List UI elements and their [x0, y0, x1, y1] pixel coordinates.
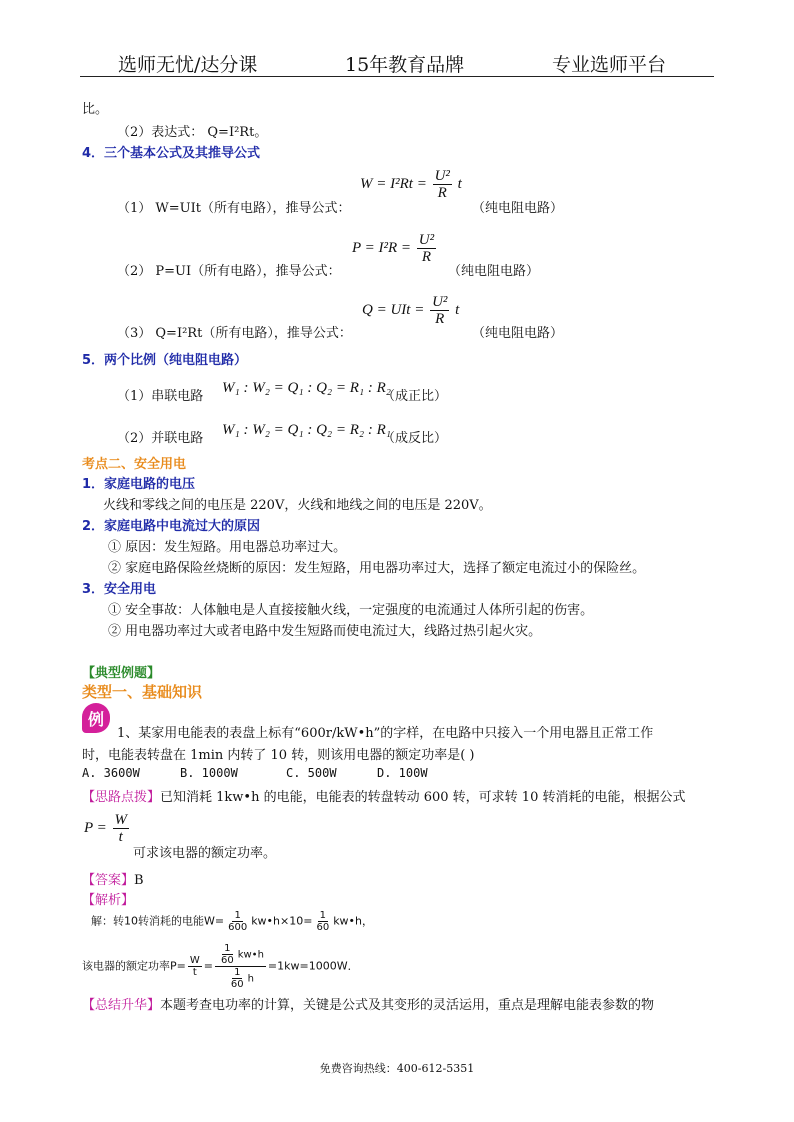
header-right: 专业选师平台 [552, 54, 667, 76]
fraction [314, 910, 331, 933]
ratio-note: （成正比） [382, 389, 448, 404]
solution-line-2 [82, 943, 359, 990]
fraction [229, 967, 246, 990]
numerator: U² [432, 294, 448, 310]
unit: h [247, 973, 254, 985]
denominator: 600 [228, 922, 248, 933]
text-line: 可求该电器的额定功率。 [133, 846, 277, 861]
hint-line [82, 786, 685, 805]
answer-text: B [134, 873, 144, 888]
text-line: 比。 [82, 102, 109, 117]
power-formula [84, 812, 131, 845]
formula-note: （纯电阻电路） [472, 201, 564, 216]
formula-text: Q = UIt = [362, 301, 425, 318]
fraction [433, 168, 452, 201]
numerator: 1 [234, 967, 241, 978]
section-heading: 1．家庭电路的电压 [82, 477, 196, 492]
ratio-note: （成反比） [382, 431, 448, 446]
text-line: ② 家庭电路保险丝烧断的原因：发生短路，用电器功率过大，选择了额定电流过小的保险丝。 [108, 561, 646, 576]
answer-label: 【答案】 [82, 873, 135, 888]
question-text: 时，电能表转盘在 1min 内转了 10 转，则该用电器的额定功率是( ) [82, 748, 475, 763]
numerator: W [189, 955, 200, 966]
solution-text: 解：转10转消耗的电能W= [91, 914, 225, 928]
text-line: ② 用电器功率过大或者电路中发生短路而使电流过大，线路过热引起火灾。 [108, 624, 542, 639]
denominator: 60 [220, 955, 234, 966]
fraction [226, 910, 249, 933]
numerator: 1 [234, 910, 241, 921]
denominator [225, 967, 256, 990]
fraction [188, 955, 202, 978]
answer-line [82, 869, 144, 888]
topic-heading: 考点二、安全用电 [82, 457, 187, 472]
summary-text: 本题考查电功率的计算，关键是公式及其变形的灵活运用，重点是理解电能表参数的物 [160, 998, 655, 1013]
formula-w [360, 168, 462, 201]
header-center: 15年教育品牌 [345, 54, 465, 76]
formula-label: （3） Q=I²Rt（所有电路），推导公式： [117, 326, 352, 341]
footer-hotline: 免费咨询热线：400-612-5351 [319, 1062, 475, 1075]
header-left: 选师无忧/达分课 [118, 54, 258, 76]
formula-label: （2） P=UI（所有电路），推导公式： [117, 264, 341, 279]
summary-line [82, 994, 654, 1013]
typical-examples-heading: 【典型例题】 [82, 666, 161, 681]
numerator [215, 943, 266, 967]
section-heading: 4．三个基本公式及其推导公式 [82, 146, 261, 161]
section-heading: 3．安全用电 [82, 582, 157, 597]
type-heading: 类型一、基础知识 [82, 683, 203, 701]
fraction [417, 232, 436, 265]
numerator: 1 [319, 910, 326, 921]
fraction [113, 812, 130, 845]
formula-label: （1） W=UIt（所有电路），推导公式： [117, 201, 351, 216]
option-d: D. 100W [377, 766, 428, 780]
solution-line-1 [91, 910, 373, 933]
denominator: t [118, 829, 123, 845]
text-line: 火线和零线之间的电压是 220V，火线和地线之间的电压是 220V。 [103, 498, 492, 513]
fraction [430, 294, 449, 327]
ratio-formula: W₁ : W₂ = Q₁ : Q₂ = R₂ : R₁ [222, 422, 391, 438]
text-line: ① 原因：发生短路。用电器总功率过大。 [108, 540, 347, 555]
solution-text: kw•h， [333, 914, 374, 928]
section-heading: 2．家庭电路中电流过大的原因 [82, 519, 261, 534]
question-text: 1、某家用电能表的表盘上标有“600r/kW•h”的字样，在电路中只接入一个用电器且正常工作 [117, 726, 654, 741]
numerator: W [114, 812, 128, 828]
formula-p [352, 232, 438, 265]
solution-text: kw•h×10= [251, 914, 313, 928]
formula-text: t [457, 175, 462, 192]
ratio-formula: W₁ : W₂ = Q₁ : Q₂ = R₁ : R₂ [222, 380, 391, 396]
analysis-label: 【解析】 [82, 893, 135, 908]
formula-text: P = I²R = [352, 239, 412, 256]
denominator: R [421, 249, 432, 265]
option-b: B. 1000W [180, 766, 238, 780]
solution-text: = [203, 959, 213, 973]
denominator: R [435, 311, 445, 327]
formula-note: （纯电阻电路） [448, 264, 540, 279]
compound-fraction [215, 943, 266, 990]
option-a: A. 3600W [82, 766, 140, 780]
unit: kw•h [237, 949, 264, 961]
solution-text: =1kw=1000W． [267, 959, 359, 973]
ratio-label: （1）串联电路 [117, 389, 204, 404]
formula-text: P = [84, 819, 107, 836]
hint-label: 【思路点拨】 [82, 790, 161, 805]
numerator: U² [434, 168, 450, 184]
ratio-label: （2）并联电路 [117, 431, 204, 446]
section-heading: 5．两个比例（纯电阻电路） [82, 353, 248, 368]
hint-text: 已知消耗 1kw•h 的电能，电能表的转盘转动 600 转，可求转 10 转消耗的电能，根据公式 [160, 790, 686, 805]
fraction [219, 943, 236, 966]
formula-note: （纯电阻电路） [472, 326, 564, 341]
formula-text: W = I²Rt = [360, 175, 427, 192]
summary-label: 【总结升华】 [82, 998, 161, 1013]
text-line: （2）表达式： Q=I²Rt。 [117, 125, 268, 140]
numerator: U² [418, 232, 435, 248]
denominator: R [437, 185, 447, 201]
formula-q [362, 294, 459, 327]
text-line: ① 安全事故：人体触电是人直接接触火线，一定强度的电流通过人体所引起的伤害。 [108, 603, 594, 618]
formula-text: t [455, 301, 460, 318]
header-divider [80, 76, 714, 77]
numerator: 1 [224, 943, 231, 954]
solution-text: 该电器的额定功率P= [82, 959, 186, 973]
option-c: C. 500W [286, 766, 337, 780]
denominator: 60 [316, 922, 330, 933]
denominator: t [192, 967, 197, 978]
example-badge: 例 [82, 703, 110, 733]
denominator: 60 [230, 979, 244, 990]
